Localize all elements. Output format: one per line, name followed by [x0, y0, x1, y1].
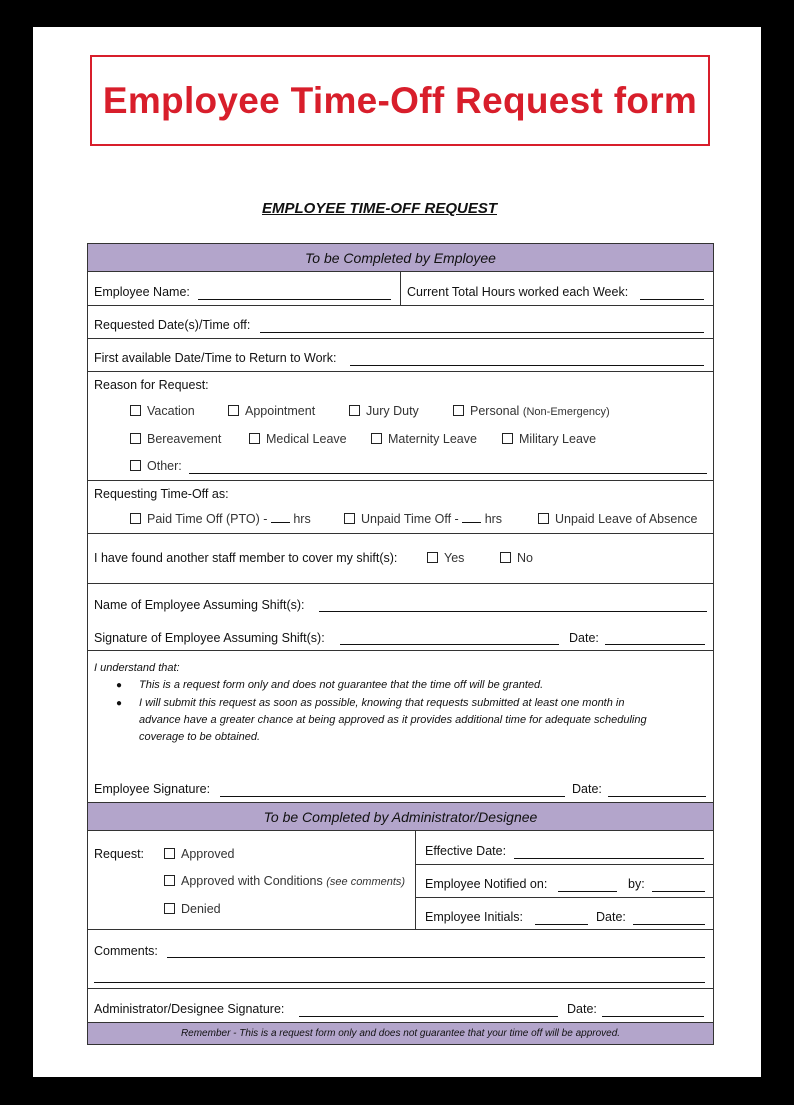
bullet-1-dot: ●: [116, 680, 123, 691]
effective-date-label: Effective Date:: [425, 844, 507, 858]
unpaid-leave-option[interactable]: Unpaid Leave of Absence: [538, 512, 697, 526]
initials-date-field[interactable]: [633, 924, 705, 925]
unpaid-leave-checkbox[interactable]: [538, 513, 549, 524]
notified-label: Employee Notified on:: [425, 877, 548, 891]
return-date-field[interactable]: [350, 365, 704, 366]
military-leave-option[interactable]: Military Leave: [502, 432, 596, 446]
other-checkbox[interactable]: [130, 460, 141, 471]
employee-name-field[interactable]: [198, 299, 391, 300]
bullet-2-line-3: coverage to be obtained.: [139, 731, 261, 743]
approved-option[interactable]: Approved: [164, 847, 235, 861]
form-title: Employee Time-Off Request form: [102, 79, 698, 121]
jury-duty-option[interactable]: Jury Duty: [349, 404, 419, 418]
cover-label: I have found another staff member to cover my shift(s):: [94, 551, 398, 565]
understand-label: I understand that:: [94, 662, 180, 674]
bereavement-option[interactable]: Bereavement: [130, 432, 221, 446]
bereavement-checkbox[interactable]: [130, 433, 141, 444]
cover-no-option[interactable]: No: [500, 551, 533, 565]
assuming-signature-label: Signature of Employee Assuming Shift(s):: [94, 631, 325, 645]
admin-section-header: To be Completed by Administrator/Designee: [88, 803, 713, 831]
initials-date-label: Date:: [596, 910, 626, 924]
other-reason-field[interactable]: [189, 473, 707, 474]
other-option[interactable]: Other:: [130, 459, 182, 473]
employee-date-field[interactable]: [608, 796, 706, 797]
notified-by-field[interactable]: [652, 891, 705, 892]
employee-section-header: To be Completed by Employee: [88, 244, 713, 272]
employee-signature-label: Employee Signature:: [94, 782, 211, 796]
assuming-date-field[interactable]: [605, 644, 705, 645]
reason-row: [88, 372, 713, 481]
form-page: [33, 27, 761, 1077]
notified-by-label: by:: [628, 877, 645, 891]
maternity-leave-checkbox[interactable]: [371, 433, 382, 444]
initials-label: Employee Initials:: [425, 910, 523, 924]
admin-signature-field[interactable]: [299, 1016, 558, 1017]
assuming-name-field[interactable]: [319, 611, 707, 612]
medical-leave-checkbox[interactable]: [249, 433, 260, 444]
jury-duty-checkbox[interactable]: [349, 405, 360, 416]
approved-checkbox[interactable]: [164, 848, 175, 859]
admin-date-label: Date:: [567, 1002, 597, 1016]
bullet-2-dot: ●: [116, 698, 123, 709]
assuming-shift-row: [88, 584, 713, 651]
request-form-table: [87, 243, 714, 1045]
bullet-1-text: This is a request form only and does not guarantee that the time off will be granted.: [139, 679, 544, 691]
requesting-as-row: [88, 481, 713, 534]
admin-date-field[interactable]: [602, 1016, 704, 1017]
cover-yes-option[interactable]: Yes: [427, 551, 464, 565]
employee-signature-field[interactable]: [220, 796, 565, 797]
title-box: [90, 55, 710, 146]
cover-yes-checkbox[interactable]: [427, 552, 438, 563]
employee-name-label: Employee Name:: [94, 285, 190, 299]
initials-field[interactable]: [535, 924, 588, 925]
requesting-as-label: Requesting Time-Off as:: [94, 487, 229, 501]
appointment-checkbox[interactable]: [228, 405, 239, 416]
requested-dates-label: Requested Date(s)/Time off:: [94, 318, 251, 332]
unpaid-hours-field[interactable]: [462, 522, 481, 523]
hours-field[interactable]: [640, 299, 704, 300]
employee-name-row: [88, 272, 713, 306]
bullet-2-line-2: advance have a greater chance at being approved as it provides additional time for adequate scheduling: [139, 714, 647, 726]
pto-option[interactable]: Paid Time Off (PTO) - hrs: [130, 512, 311, 526]
appointment-option[interactable]: Appointment: [228, 404, 315, 418]
denied-option[interactable]: Denied: [164, 902, 221, 916]
comments-label: Comments:: [94, 944, 158, 958]
footer-reminder: Remember - This is a request form only and does not guarantee that your time off will be approved.: [88, 1023, 713, 1044]
hours-label: Current Total Hours worked each Week:: [407, 285, 629, 299]
assuming-date-label: Date:: [569, 631, 599, 645]
form-subtitle: EMPLOYEE TIME-OFF REQUEST: [261, 200, 497, 217]
pto-hours-field[interactable]: [271, 522, 290, 523]
effective-date-field[interactable]: [514, 858, 704, 859]
admin-signature-row: [88, 989, 713, 1023]
admin-signature-label: Administrator/Designee Signature:: [94, 1002, 285, 1016]
notified-date-field[interactable]: [558, 891, 617, 892]
acknowledgement-row: [88, 651, 713, 803]
requested-dates-row: [88, 306, 713, 339]
personal-option[interactable]: Personal (Non-Emergency): [453, 404, 610, 418]
approved-conditions-option[interactable]: Approved with Conditions (see comments): [164, 874, 405, 888]
personal-checkbox[interactable]: [453, 405, 464, 416]
admin-request-row: [88, 831, 713, 930]
medical-leave-option[interactable]: Medical Leave: [249, 432, 347, 446]
request-label: Request:: [94, 847, 145, 861]
maternity-leave-option[interactable]: Maternity Leave: [371, 432, 477, 446]
approved-conditions-checkbox[interactable]: [164, 875, 175, 886]
unpaid-checkbox[interactable]: [344, 513, 355, 524]
employee-date-label: Date:: [572, 782, 602, 796]
vacation-option[interactable]: Vacation: [130, 404, 195, 418]
comments-field-line-2[interactable]: [94, 982, 705, 983]
unpaid-option[interactable]: Unpaid Time Off - hrs: [344, 512, 502, 526]
denied-checkbox[interactable]: [164, 903, 175, 914]
vacation-checkbox[interactable]: [130, 405, 141, 416]
comments-field-line-1[interactable]: [167, 957, 705, 958]
military-leave-checkbox[interactable]: [502, 433, 513, 444]
cover-row: [88, 534, 713, 584]
requested-dates-field[interactable]: [260, 332, 704, 333]
assuming-name-label: Name of Employee Assuming Shift(s):: [94, 598, 305, 612]
return-date-row: [88, 339, 713, 372]
bullet-2-line-1: I will submit this request as soon as possible, knowing that requests submitted at least one month in: [139, 697, 625, 709]
reason-label: Reason for Request:: [94, 378, 209, 392]
comments-row: [88, 930, 713, 989]
assuming-signature-field[interactable]: [340, 644, 559, 645]
return-date-label: First available Date/Time to Return to Work:: [94, 351, 337, 365]
pto-checkbox[interactable]: [130, 513, 141, 524]
cover-no-checkbox[interactable]: [500, 552, 511, 563]
